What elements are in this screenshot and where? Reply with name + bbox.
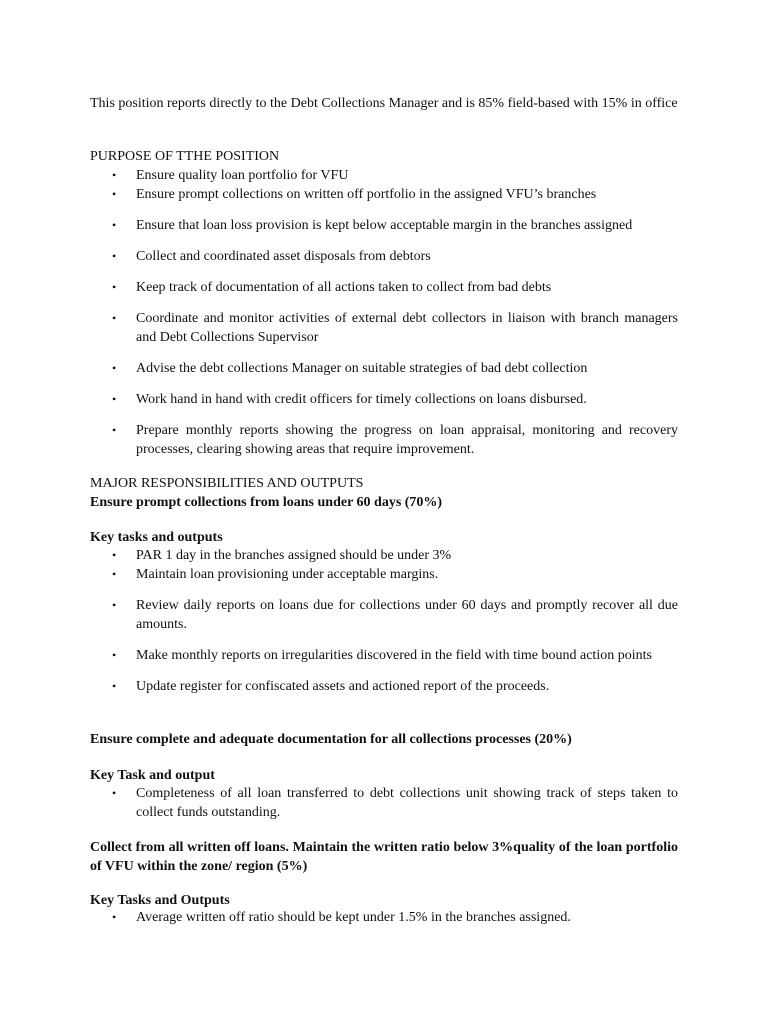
list-item: • PAR 1 day in the branches assigned should be under 3% [112,548,452,563]
list-item: • Make monthly reports on irregularities discovered in the field with time bound action points [112,648,652,663]
bullet-icon: • [112,187,117,201]
list-item: • Average written off ratio should be kept under 1.5% in the branches assigned. [112,910,571,925]
bullet-icon: • [112,910,117,924]
bullet-icon: • [112,361,117,375]
list-item: • Review daily reports on loans due for collections under 60 days and promptly recover all due amounts. [112,598,678,632]
bullet-icon: • [112,423,117,437]
intro-paragraph: This position reports directly to the Debt Collections Manager and is 85% field-based with 15% in office [90,96,678,111]
tasks-heading: Key Tasks and Outputs [90,893,230,908]
bullet-icon: • [112,280,117,294]
list-item: • Ensure prompt collections on written off portfolio in the assigned VFU’s branches [112,187,597,202]
bullet-icon: • [112,786,117,800]
list-item: • Update register for confiscated assets and actioned report of the proceeds. [112,679,550,694]
list-item: • Prepare monthly reports showing the progress on loan appraisal, monitoring and recovery processes, clearing showing areas that require improvement. [112,423,678,457]
bullet-icon: • [112,679,117,693]
list-item: • Ensure quality loan portfolio for VFU [112,168,349,183]
major-heading: MAJOR RESPONSIBILITIES AND OUTPUTS [90,476,364,491]
bullet-icon: • [112,249,117,263]
list-item: • Advise the debt collections Manager on suitable strategies of bad debt collection [112,361,588,376]
tasks-heading: Key Task and output [90,768,215,783]
section3-list [90,908,678,927]
section2-list [90,784,678,822]
list-item: • Work hand in hand with credit officers for timely collections on loans disbursed. [112,392,587,407]
list-item: • Collect and coordinated asset disposals from debtors [112,249,431,264]
list-item: • Coordinate and monitor activities of external debt collectors in liaison with branch managers and Debt Collections Supervisor [112,311,678,345]
section-title: Ensure prompt collections from loans under 60 days (70%) [90,495,443,510]
bullet-icon: • [112,648,117,662]
bullet-icon: • [112,311,117,325]
bullet-icon: • [112,567,117,581]
purpose-list [90,166,678,459]
list-item: • Maintain loan provisioning under acceptable margins. [112,567,439,582]
bullet-icon: • [112,598,117,612]
list-item: • Ensure that loan loss provision is kept below acceptable margin in the branches assigned [112,218,633,233]
bullet-icon: • [112,392,117,406]
section1-list [90,546,678,696]
section-title: Collect from all written off loans. Maintain the written ratio below 3%quality of the loan portfolio of VFU within the zone/ region (5%) [90,840,678,874]
tasks-heading: Key tasks and outputs [90,530,223,545]
section-title: Ensure complete and adequate documentation for all collections processes (20%) [90,732,572,747]
bullet-icon: • [112,548,117,562]
purpose-heading: PURPOSE OF TTHE POSITION [90,149,280,164]
bullet-icon: • [112,168,117,182]
bullet-icon: • [112,218,117,232]
list-item: • Completeness of all loan transferred to debt collections unit showing track of steps taken to collect funds outstanding. [112,786,678,820]
list-item: • Keep track of documentation of all actions taken to collect from bad debts [112,280,552,295]
